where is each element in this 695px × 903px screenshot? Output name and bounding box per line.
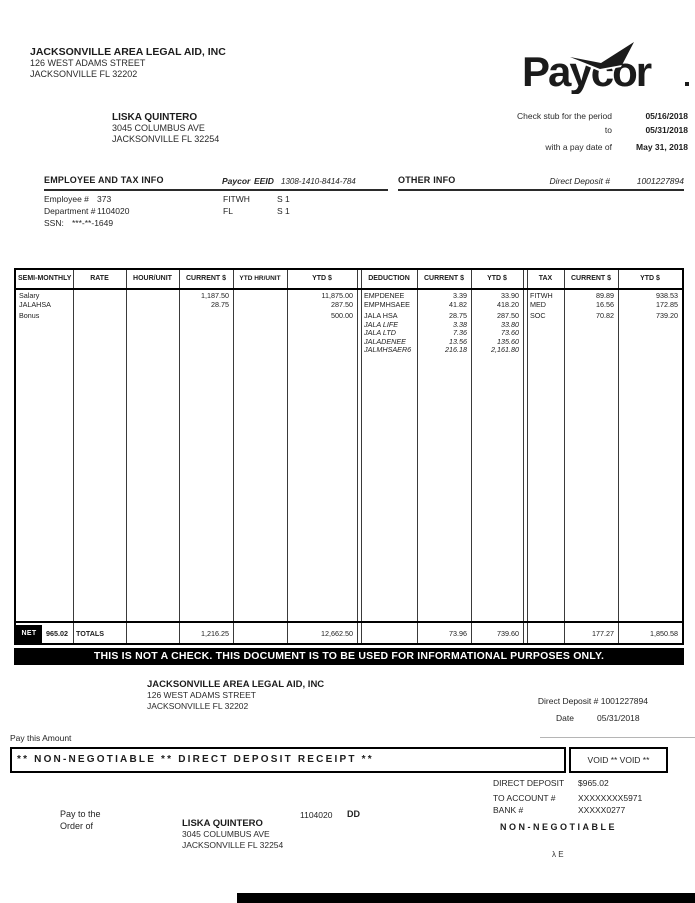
column-divider [233, 270, 234, 643]
earnings-header-ytd-hr: YTD HR/UNIT [239, 275, 281, 282]
earning-desc: JALAHSA [19, 300, 51, 309]
deduction-row [361, 338, 523, 347]
paycor-eeid-label: EEID [254, 176, 274, 186]
deduction-ytd: 135.60 [497, 337, 519, 346]
non-negotiable-receipt-text: ** NON-NEGOTIABLE ** DIRECT DEPOSIT RECEIPT ** [17, 754, 374, 765]
period-to-label: to [604, 125, 612, 135]
void-text: VOID ** VOID ** [587, 755, 650, 765]
paycor-eeid-brand: Paycor [222, 176, 251, 186]
pay-to-label-line2: Order of [60, 821, 94, 831]
deduction-row [361, 329, 523, 338]
earnings-row [16, 301, 357, 310]
deduction-current: 216.18 [445, 346, 467, 354]
net-amount: 965.02 [46, 629, 68, 638]
paycor-eeid-value: 1308-1410-8414-784 [281, 177, 356, 186]
earnings-header-ytd: YTD $ [312, 275, 332, 282]
employee-no-value: 373 [97, 194, 112, 204]
deduction-current: 7.36 [453, 329, 467, 337]
earning-current [179, 312, 233, 321]
employer-address-block [30, 46, 226, 80]
pay-this-amount-label: Pay this Amount [10, 733, 72, 743]
deduction-name: JALA LTD [364, 329, 396, 337]
column-divider [179, 270, 180, 643]
tax1-status: S 1 [277, 194, 290, 204]
paycor-logo-dot [685, 82, 689, 86]
direct-deposit-label: Direct Deposit # [549, 176, 610, 186]
to-account-value: XXXXXXXX5971 [578, 793, 643, 803]
totals-taxes-ytd: 1,850.58 [650, 629, 678, 638]
not-a-check-banner: THIS IS NOT A CHECK. THIS DOCUMENT IS TO BE USED FOR INFORMATIONAL PURPOSES ONLY. [14, 648, 684, 665]
column-divider [564, 270, 565, 643]
tax-row [527, 292, 682, 301]
earning-current: 28.75 [211, 300, 229, 309]
check-date-value: 05/31/2018 [597, 713, 640, 723]
void-box [569, 747, 668, 773]
deduction-row [361, 301, 523, 310]
non-negotiable-text: NON-NEGOTIABLE [500, 822, 617, 832]
right-section-rule [398, 189, 684, 191]
deduction-name: EMPDENEE [364, 292, 405, 300]
deduction-current: 13.56 [449, 337, 467, 346]
deductions-header-name: DEDUCTION [368, 275, 410, 282]
deductions-header-current: CURRENT $ [423, 275, 465, 282]
column-divider [73, 270, 74, 643]
other-info-title: OTHER INFO [398, 175, 456, 185]
employee-no-label: Employee # [44, 194, 89, 204]
totals-separator [16, 621, 682, 623]
to-account-label: TO ACCOUNT # [493, 793, 556, 803]
payee-address1: 3045 COLUMBUS AVE [182, 829, 270, 839]
earnings-row [16, 312, 357, 321]
totals-deductions-current: 73.96 [449, 629, 467, 638]
deduction-name: EMPMHSAEE [364, 300, 410, 309]
tax-row [527, 312, 682, 321]
department-value: 1104020 [97, 206, 130, 216]
deduction-current: 3.38 [453, 320, 467, 329]
paydate-value: May 31, 2018 [636, 142, 688, 152]
tax-ytd: 739.20 [656, 312, 678, 320]
check-company-name: JACKSONVILLE AREA LEGAL AID, INC [147, 679, 325, 690]
totals-deductions-ytd: 739.60 [497, 629, 519, 638]
perforation-line [540, 737, 695, 738]
deduction-ytd: 73.60 [501, 329, 519, 337]
section-divider [523, 270, 524, 643]
earnings-row [16, 292, 357, 301]
deduction-row [361, 312, 523, 321]
taxes-header-name: TAX [538, 275, 553, 282]
tax-name: MED [530, 300, 546, 309]
deduction-row [361, 346, 523, 355]
direct-deposit-number: 1001227894 [636, 176, 684, 186]
deduction-ytd: 287.50 [497, 312, 519, 320]
deposit-type-code: DD [347, 809, 360, 819]
receipt-box [10, 747, 566, 773]
tax2-code: FL [223, 206, 233, 216]
ssn-label: SSN: [44, 218, 64, 228]
deduction-current: 28.75 [449, 312, 467, 320]
header-separator [16, 288, 682, 290]
direct-deposit-amount: $965.02 [578, 778, 609, 788]
totals-label: TOTALS [76, 629, 105, 638]
direct-deposit-label: DIRECT DEPOSIT [493, 778, 565, 788]
earnings-header-hour-unit: HOUR/UNIT [133, 275, 172, 282]
tax-row [527, 301, 682, 310]
deduction-name: JALA HSA [364, 312, 398, 320]
deduction-name: JALADENEE [364, 337, 406, 346]
section-divider [357, 270, 358, 643]
deduction-current: 41.82 [449, 300, 467, 309]
taxes-header-current: CURRENT $ [570, 275, 612, 282]
deduction-row [361, 292, 523, 301]
payee-name: LISKA QUINTERO [182, 818, 263, 829]
period-start-date: 05/16/2018 [645, 111, 688, 121]
deduction-row [361, 321, 523, 330]
employer-name: JACKSONVILLE AREA LEGAL AID, INC [30, 46, 226, 58]
ssn-value: ***-**-1649 [72, 218, 114, 228]
corner-print-mark: λ E [552, 850, 564, 859]
paycor-logo-graphic [522, 42, 692, 94]
column-divider [618, 270, 619, 643]
check-company-address1: 126 WEST ADAMS STREET [147, 690, 256, 700]
deduction-ytd: 418.20 [497, 300, 519, 309]
earnings-body [16, 292, 357, 321]
section-divider [527, 270, 528, 643]
payee-address2: JACKSONVILLE FL 32254 [182, 840, 284, 850]
deduction-ytd: 33.80 [501, 320, 519, 329]
totals-taxes-current: 177.27 [592, 629, 614, 638]
period-end-date: 05/31/2018 [645, 125, 688, 135]
deduction-ytd: 33.90 [501, 292, 519, 300]
bank-value: XXXXX0277 [578, 805, 626, 815]
employee-address1: 3045 COLUMBUS AVE [112, 123, 205, 133]
earning-ytd: 500.00 [331, 312, 353, 320]
employer-address1: 126 WEST ADAMS STREET [30, 58, 146, 68]
bottom-scan-bar [237, 893, 695, 903]
employer-address2: JACKSONVILLE FL 32202 [30, 69, 138, 79]
employee-mail-block [112, 112, 219, 145]
department-code: 1104020 [300, 810, 333, 820]
check-date-label: Date [556, 713, 574, 723]
period-label: Check stub for the period [517, 111, 612, 121]
earnings-header-type: SEMI-MONTHLY [18, 275, 72, 282]
check-company-address2: JACKSONVILLE FL 32202 [147, 701, 249, 711]
department-label: Department # [44, 206, 96, 216]
deduction-name: JALA LIFE [364, 320, 399, 329]
totals-earnings-ytd: 12,662.50 [321, 629, 353, 638]
column-divider [126, 270, 127, 643]
tax1-code: FITWH [223, 194, 250, 204]
tax-current: 16.56 [596, 300, 614, 309]
deductions-body [361, 292, 523, 355]
deduction-name: JALMHSAER6 [364, 346, 412, 354]
earnings-header-rate: RATE [90, 275, 109, 282]
tax-name: FITWH [530, 292, 553, 300]
totals-row [16, 625, 682, 643]
earning-ytd: 11,875.00 [321, 292, 353, 300]
left-section-rule [44, 189, 388, 191]
tax-current: 89.89 [596, 292, 614, 300]
column-divider [287, 270, 288, 643]
earnings-header-current: CURRENT $ [185, 275, 227, 282]
check-company-block [147, 679, 324, 712]
tax-name: SOC [530, 312, 546, 320]
deduction-current: 3.39 [453, 292, 467, 300]
pay-detail-table [14, 268, 684, 645]
tax-ytd: 172.85 [656, 300, 678, 309]
paycor-wordmark: Paycor [522, 48, 651, 94]
check-direct-deposit-line: Direct Deposit # 1001227894 [537, 696, 648, 706]
earning-current: 1,187.50 [201, 292, 229, 300]
tax-current: 70.82 [596, 312, 614, 320]
paydate-label: with a pay date of [545, 142, 612, 152]
tax2-status: S 1 [277, 206, 290, 216]
payee-block [182, 818, 283, 851]
employee-tax-info-title: EMPLOYEE AND TAX INFO [44, 175, 164, 185]
employee-name: LISKA QUINTERO [112, 112, 198, 123]
employee-address2: JACKSONVILLE FL 32254 [112, 134, 220, 144]
bank-label: BANK # [493, 805, 524, 815]
deduction-ytd: 2,161.80 [491, 346, 519, 354]
pay-to-label-line1: Pay to the [60, 809, 101, 819]
paycor-logo [522, 42, 692, 94]
earning-ytd: 287.50 [331, 300, 353, 309]
earning-desc: Salary [19, 292, 40, 300]
tax-ytd: 938.53 [656, 292, 678, 300]
totals-earnings-current: 1,216.25 [201, 629, 229, 638]
net-label: NET [16, 625, 42, 643]
taxes-header-ytd: YTD $ [640, 275, 660, 282]
taxes-body [527, 292, 682, 321]
earning-desc: Bonus [19, 312, 40, 320]
deductions-header-ytd: YTD $ [487, 275, 507, 282]
